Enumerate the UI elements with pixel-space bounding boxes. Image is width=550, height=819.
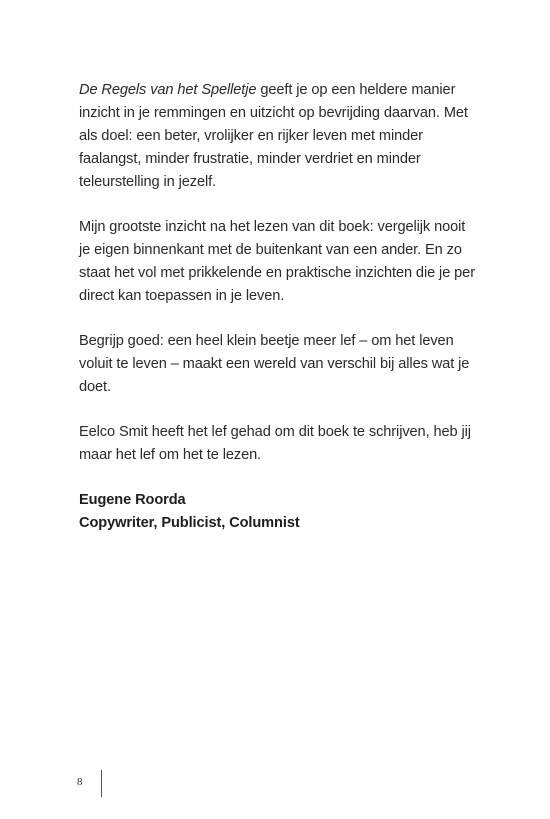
paragraph-closing: Eelco Smit heeft het lef gehad om dit boek te schrijven, heb jij maar het lef om het te lezen. (79, 424, 471, 463)
paragraph-intro (79, 79, 477, 194)
book-title: De Regels van het Spelletje (79, 82, 257, 98)
signature-role: Copywriter, Publicist, Columnist (79, 515, 300, 531)
paragraph-courage: Begrijp goed: een heel klein beetje meer lef – om het leven voluit te leven – maakt een wereld van verschil bij alles wat je doet. (79, 333, 470, 395)
signature (79, 489, 477, 535)
paragraph-insight: Mijn grootste inzicht na het lezen van dit boek: vergelijk nooit je eigen binnenkant met de buitenkant van een ander. En zo staat het vol met prikkelende en praktische inzichten die je per direct kan toepassen in je leven. (79, 219, 475, 304)
paragraph-text: geeft je op een heldere manier inzicht in je remmingen en uitzicht op bevrijding daarvan. Met als doel: een beter, vrolijker en rijker leven met minder faalangst, minder frustratie, minder verdriet en minder teleurstelling in jezelf. (79, 82, 468, 190)
page-number-divider (101, 770, 102, 797)
page-number: 8 (77, 776, 83, 788)
page-body (79, 79, 477, 535)
signature-name: Eugene Roorda (79, 492, 186, 508)
